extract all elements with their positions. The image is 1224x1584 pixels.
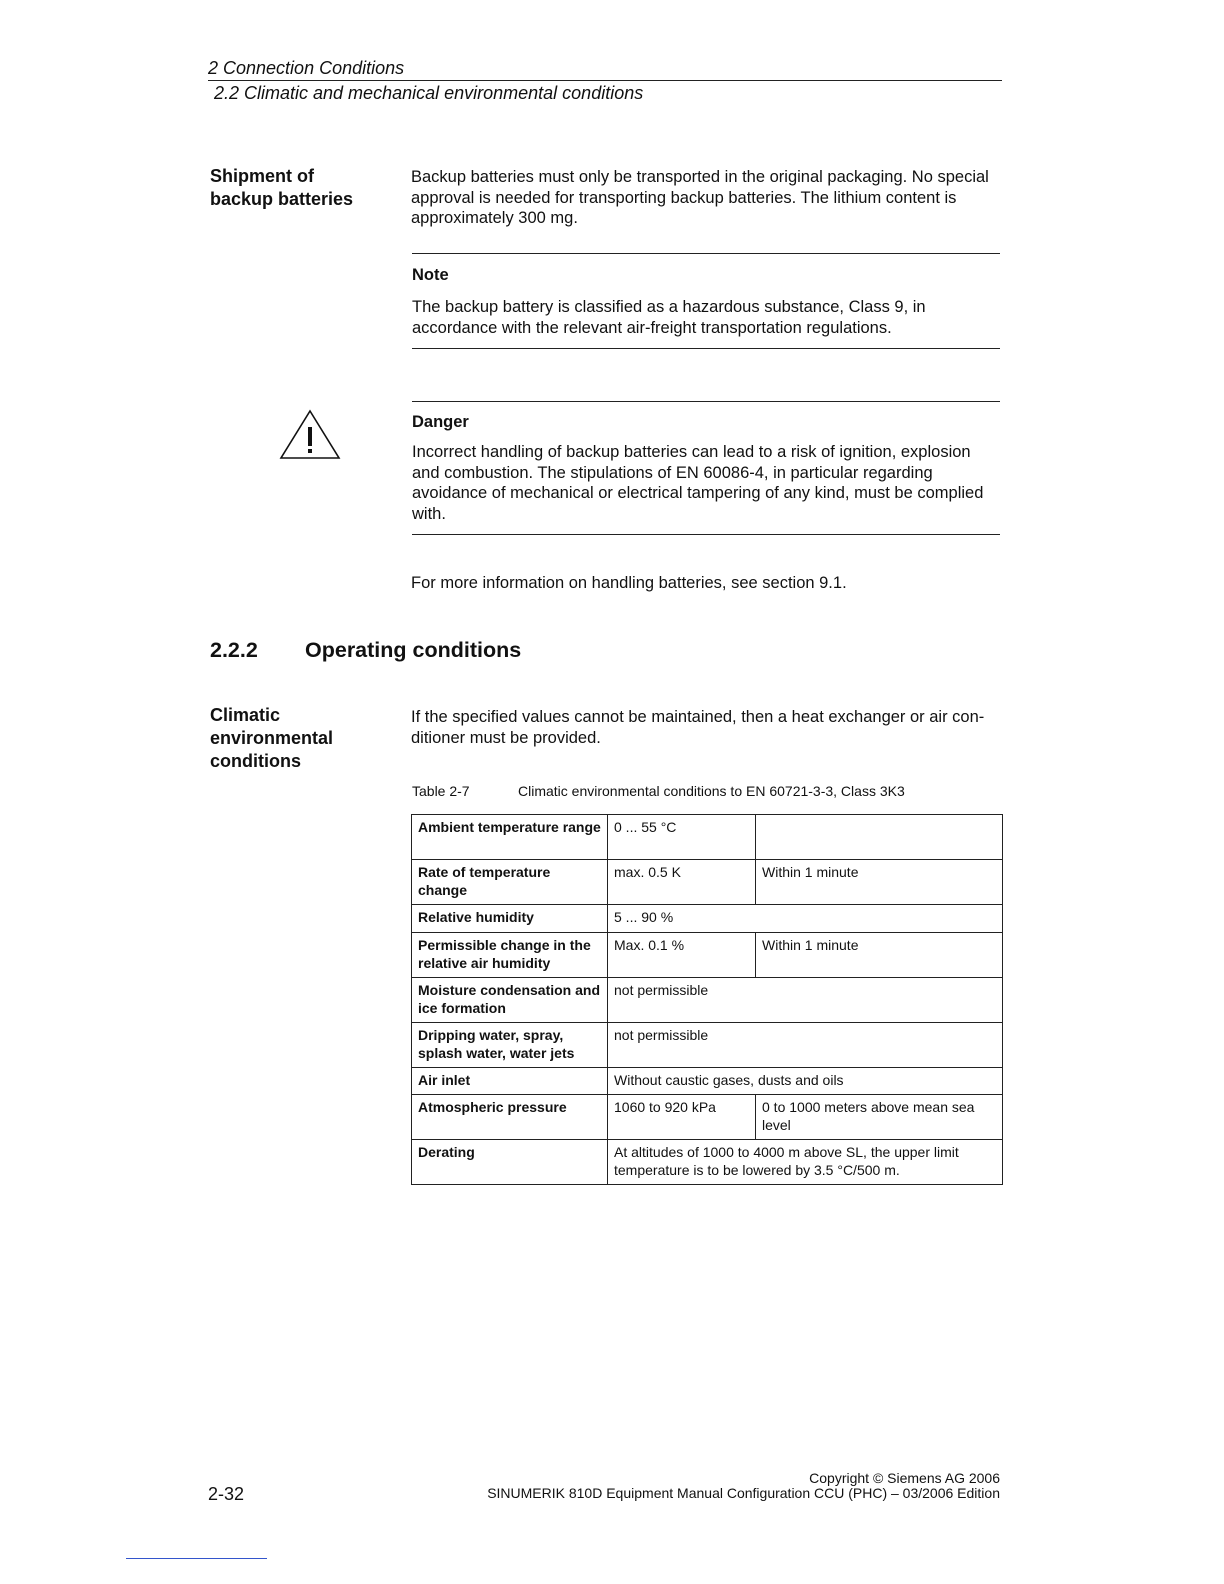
table-cell-value: not permissible [608,978,1003,1023]
note-top-rule [412,253,1000,254]
note-bottom-rule [412,348,1000,349]
climatic-paragraph [411,707,1011,748]
side-heading-shipment [210,165,353,211]
footer-info [487,1471,1000,1501]
table-caption-label: Table 2-7 [412,783,470,799]
table-row [412,1140,1003,1185]
table-cell-label: Rate of temperature change [412,860,608,905]
side-heading-climatic [210,704,333,773]
side-heading-line: environmental [210,728,334,748]
table-cell-value: Max. 0.1 % [608,933,756,978]
table-cell-label: Derating [412,1140,608,1185]
note-title: Note [412,266,449,284]
table-cell-label: Permissible change in the relative air humidity [412,933,608,978]
table-row [412,1023,1003,1068]
table-cell-value: not permissible [608,1023,1003,1068]
side-heading-line: conditions [210,751,301,771]
header-rule [208,80,1002,81]
table-cell-extra: 0 to 1000 meters above mean sea level [756,1095,1003,1140]
table-caption-text: Climatic environmental conditions to EN 60721-3-3, Class 3K3 [518,783,905,799]
danger-text: Incorrect handling of backup batteries can lead to a risk of ignition, explosion and combustion. The stipulations of EN 60086-4, in particular regarding avoidance of mechanical or electrical tampering of any kind, must be complied with. [412,443,984,523]
manual-title: SINUMERIK 810D Equipment Manual Configuration CCU (PHC) – 03/2006 Edition [487,1485,1000,1501]
danger-top-rule [412,401,1000,402]
table-cell-label: Moisture condensation and ice formation [412,978,608,1023]
warning-triangle-icon [279,408,341,462]
table-cell-value: 0 ... 55 °C [608,815,756,860]
danger-title: Danger [412,413,469,431]
shipment-paragraph: Backup batteries must only be transported in the original packaging. No special approval is needed for transporting backup batteries. The lithium content is approximately 300 mg. [411,168,989,227]
side-heading-line: Climatic [210,705,281,725]
side-heading-line: Shipment of [210,166,314,186]
running-header-section: 2.2 Climatic and mechanical environmental conditions [214,83,644,103]
copyright-text: Copyright © Siemens AG 2006 [809,1470,1000,1486]
table-row [412,815,1003,860]
table-cell-value: At altitudes of 1000 to 4000 m above SL, the upper limit temperature is to be lowered by 3.5 °C/500 m. [608,1140,1003,1185]
table-cell-label: Dripping water, spray, splash water, water jets [412,1023,608,1068]
table-row [412,933,1003,978]
table-row [412,905,1003,933]
table-cell-label: Relative humidity [412,905,608,933]
running-header-chapter: 2 Connection Conditions [208,58,405,78]
more-info-text: For more information on handling batteries, see section 9.1. [411,574,847,592]
bottom-link-rule [126,1558,267,1559]
table-row [412,860,1003,905]
section-title: Operating conditions [305,638,522,662]
climatic-conditions-table [411,814,1003,1185]
table-cell-value: 1060 to 920 kPa [608,1095,756,1140]
climatic-paragraph-line: ditioner must be provided. [411,728,601,747]
page-number: 2-32 [208,1484,245,1504]
table-row [412,1068,1003,1095]
table-cell-label: Air inlet [412,1068,608,1095]
side-heading-line: backup batteries [210,189,354,209]
table-cell-label: Ambient temperature range [412,815,608,860]
table-cell-value: 5 ... 90 % [608,905,1003,933]
section-number: 2.2.2 [210,638,258,662]
table-row [412,1095,1003,1140]
table-cell-extra: Within 1 minute [756,933,1003,978]
table-cell-label: Atmospheric pressure [412,1095,608,1140]
table-cell-value: Without caustic gases, dusts and oils [608,1068,1003,1095]
note-text: The backup battery is classified as a hazardous substance, Class 9, in accordance with the relevant air-freight transportation regulations. [412,298,926,337]
table-cell-extra: Within 1 minute [756,860,1003,905]
danger-bottom-rule [412,534,1000,535]
climatic-paragraph-line: If the specified values cannot be maintained, then a heat exchanger or air con- [411,708,985,726]
table-cell-value: max. 0.5 K [608,860,756,905]
table-cell-extra [756,815,1003,860]
table-row [412,978,1003,1023]
